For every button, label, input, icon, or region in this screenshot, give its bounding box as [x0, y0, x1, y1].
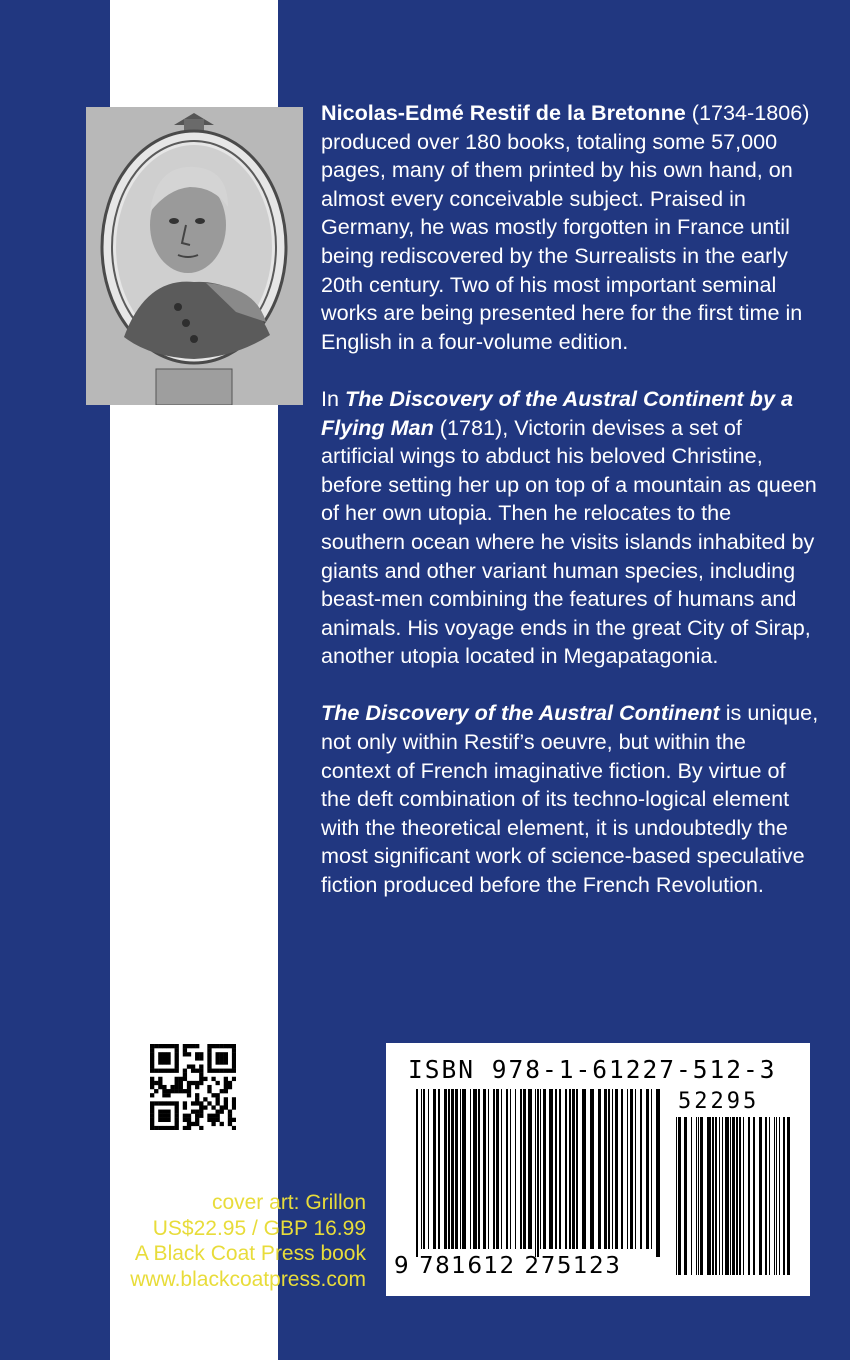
website-link[interactable]: www.blackcoatpress.com	[130, 1267, 366, 1291]
price-text: US$22.95 / GBP 16.99	[152, 1216, 366, 1240]
barcode-digits: 9 781612 275123	[394, 1253, 622, 1279]
isbn-label: ISBN 978-1-61227-512-3	[408, 1055, 777, 1084]
back-cover-description	[321, 99, 821, 928]
author-name: Nicolas-Edmé Restif de la Bretonne	[321, 100, 686, 125]
qr-code	[150, 1044, 236, 1130]
bio-text: (1734-1806) produced over 180 books, totaling some 57,000 pages, many of them printed by his own hand, on almost every conceivable subject. Praised in Germany, he was mostly forgotten in France until being rediscovered by the Surrealists in the early 20th century. Two of his most important seminal works are being presented here for the first time in English in a four-volume edition.	[321, 100, 810, 354]
synopsis-intro: In	[321, 385, 346, 411]
publisher-text: A Black Coat Press book	[134, 1242, 366, 1265]
synopsis-text: (1781), Victorin devises a set of artificial wings to abduct his beloved Christine, before setting her up on top of a mountain as queen of her own utopia. Then he relocates to the southern ocean where he visits islands inhabited by giants and other variant human species, including beast-men combining the features of humans and animals. His voyage ends in the great City of Sirap, another utopia located in Megapatagonia.	[321, 414, 817, 669]
significance-paragraph	[321, 699, 821, 899]
bio-paragraph	[321, 99, 821, 356]
isbn-barcode	[386, 1043, 810, 1296]
author-portrait	[86, 107, 303, 405]
book-title-full: The Discovery of the Austral Continent by a Flying Man	[321, 385, 793, 440]
significance-text: is unique, not only within Restif’s oeuvre, but within the context of French imaginative fiction. By virtue of the deft combination of its techno-logical element with the theoretical element, it is undoubtedly the most significant work of science-based speculative fiction produced before the French Revolution.	[321, 700, 819, 898]
cover-art-credit: cover art: Grillon	[211, 1191, 366, 1214]
credits-block	[130, 1190, 366, 1292]
synopsis-paragraph	[321, 385, 821, 671]
book-title-short: The Discovery of the Austral Continent	[321, 700, 720, 726]
price-code: 52295	[678, 1089, 760, 1114]
